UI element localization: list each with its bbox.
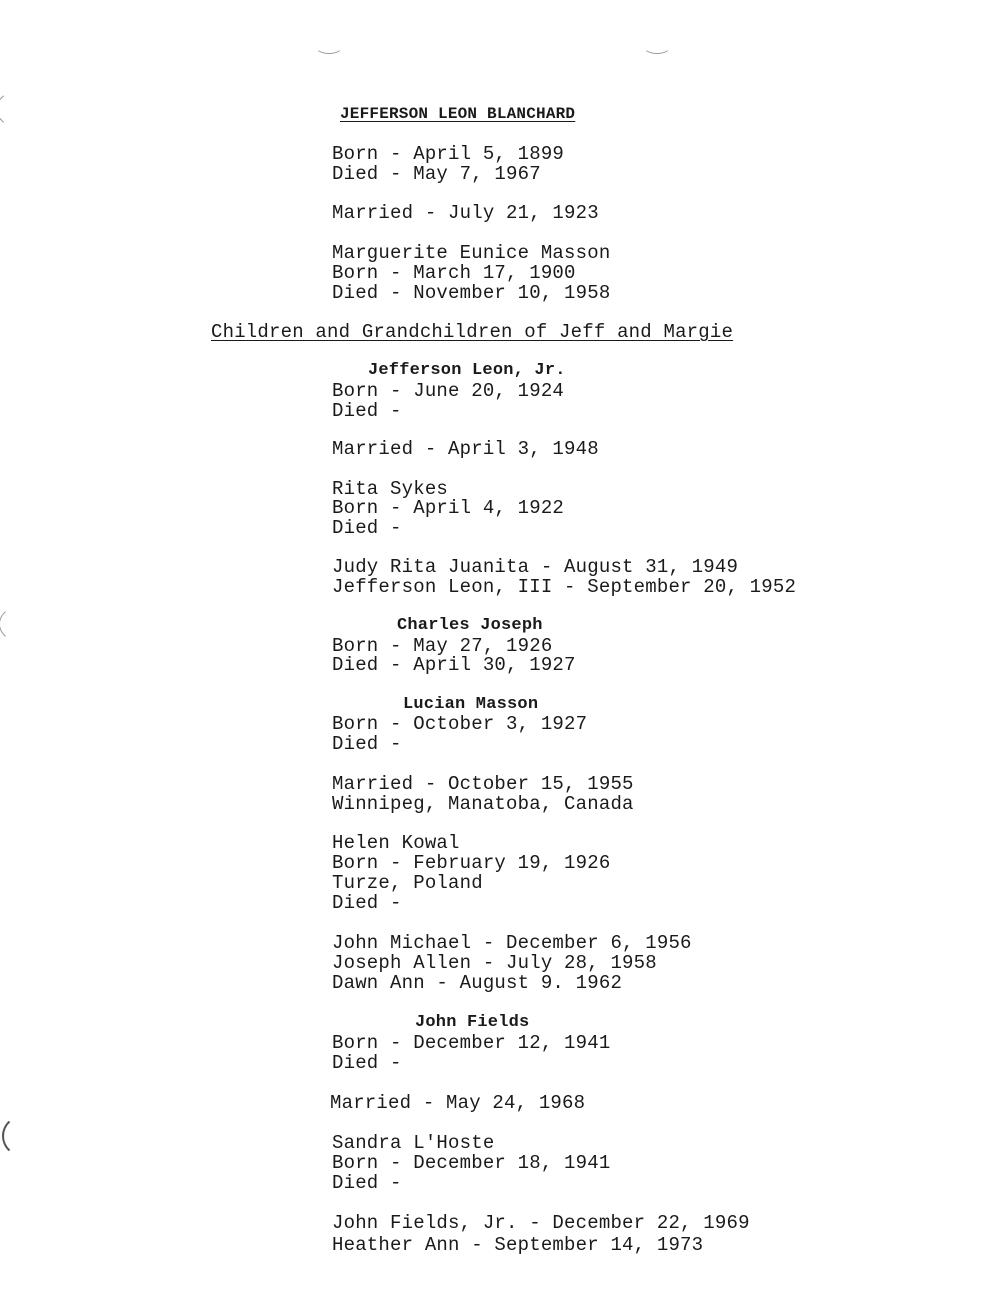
child-name: Jefferson Leon, Jr.: [368, 361, 566, 380]
grandchild-entry: John Michael - December 6, 1956: [332, 932, 692, 954]
spouse-died: Died - November 10, 1958: [332, 282, 611, 304]
grandchild-entry: Dawn Ann - August 9. 1962: [332, 972, 623, 994]
jeff-born: Born - April 5, 1899: [332, 143, 565, 165]
child-spouse-name: Rita Sykes: [332, 478, 449, 500]
jeff-married: Married - July 21, 1923: [332, 202, 599, 224]
scan-mark: [643, 38, 671, 54]
section-heading: Children and Grandchildren of Jeff and Margie: [211, 321, 734, 343]
child-spouse-died: Died -: [332, 892, 402, 914]
grandchild-entry: Jefferson Leon, III - September 20, 1952: [332, 576, 797, 598]
spouse-name: Marguerite Eunice Masson: [332, 242, 611, 264]
child-born: Born - June 20, 1924: [332, 380, 565, 402]
child-spouse-place: Turze, Poland: [332, 872, 483, 894]
child-died: Died -: [332, 733, 402, 755]
child-born: Born - October 3, 1927: [332, 713, 588, 735]
child-name: John Fields: [415, 1013, 530, 1032]
grandchild-entry: Judy Rita Juanita - August 31, 1949: [332, 556, 739, 578]
child-born: Born - December 12, 1941: [332, 1032, 611, 1054]
document-title: JEFFERSON LEON BLANCHARD: [340, 105, 576, 123]
grandchild-entry: John Fields, Jr. - December 22, 1969: [332, 1212, 750, 1234]
child-spouse-name: Helen Kowal: [332, 832, 460, 854]
binder-hole-mark: [0, 88, 58, 130]
child-spouse-name: Sandra L'Hoste: [332, 1132, 495, 1154]
grandchild-entry: Heather Ann - September 14, 1973: [332, 1234, 704, 1256]
child-spouse-died: Died -: [332, 517, 402, 539]
binder-hole-mark: [2, 1114, 50, 1158]
scan-mark: [315, 38, 343, 54]
grandchild-entry: Joseph Allen - July 28, 1958: [332, 952, 657, 974]
spouse-born: Born - March 17, 1900: [332, 262, 576, 284]
child-spouse-born: Born - April 4, 1922: [332, 497, 565, 519]
child-spouse-born: Born - February 19, 1926: [332, 852, 611, 874]
child-died: Died - April 30, 1927: [332, 654, 576, 676]
child-died: Died -: [332, 400, 402, 422]
child-spouse-died: Died -: [332, 1172, 402, 1194]
child-married: Married - October 15, 1955: [332, 773, 634, 795]
child-married-place: Winnipeg, Manatoba, Canada: [332, 793, 634, 815]
binder-hole-mark: [0, 605, 47, 643]
child-name: Charles Joseph: [397, 616, 543, 635]
child-married: Married - April 3, 1948: [332, 438, 599, 460]
jeff-died: Died - May 7, 1967: [332, 163, 541, 185]
child-born: Born - May 27, 1926: [332, 635, 553, 657]
child-name: Lucian Masson: [403, 695, 539, 714]
child-spouse-born: Born - December 18, 1941: [332, 1152, 611, 1174]
child-died: Died -: [332, 1052, 402, 1074]
child-married: Married - May 24, 1968: [330, 1092, 586, 1114]
